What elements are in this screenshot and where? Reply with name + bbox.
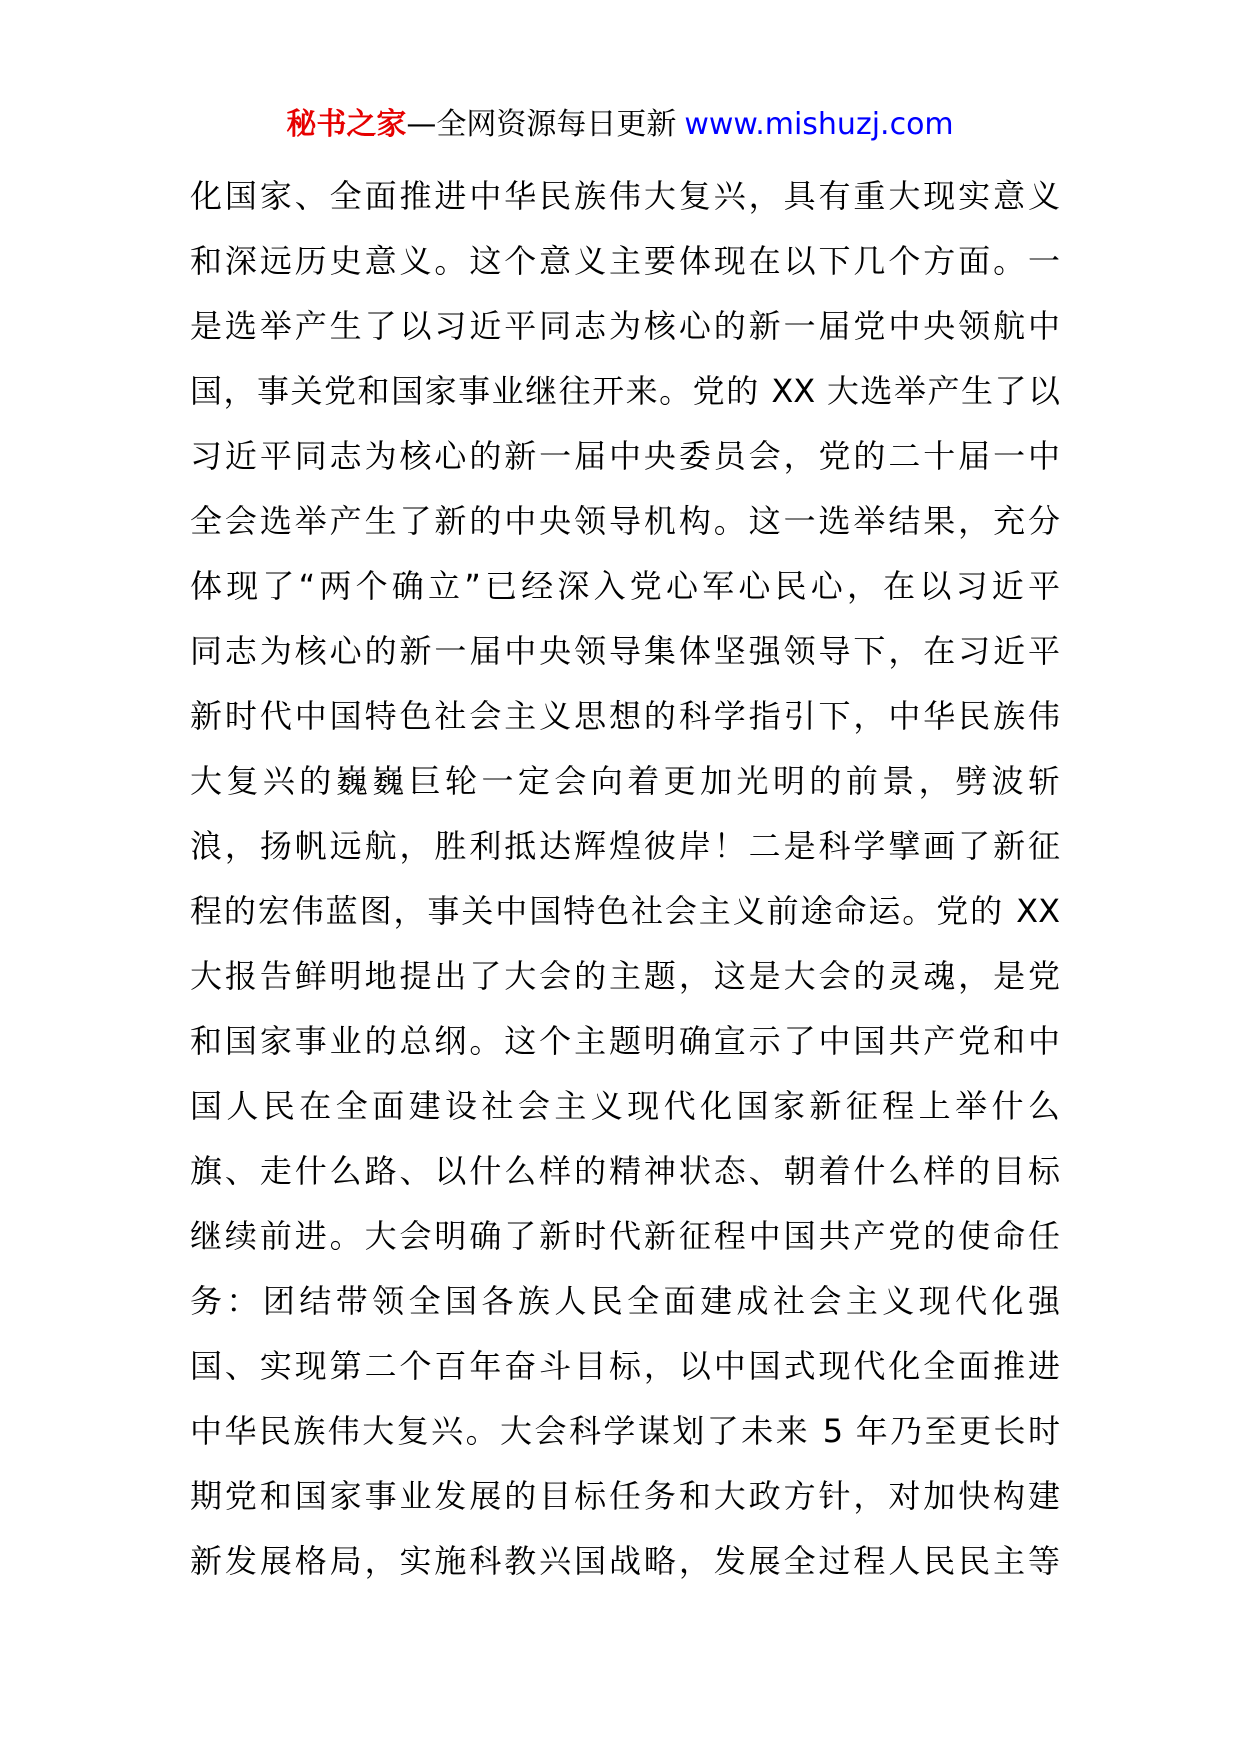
text-line: 继续前进。大会明确了新时代新征程中国共产党的使命任: [190, 1217, 1060, 1255]
text-line: 习近平同志为核心的新一届中央委员会，党的二十届一中: [190, 437, 1060, 475]
text-line: 国、实现第二个百年奋斗目标，以中国式现代化全面推进: [190, 1347, 1060, 1385]
brand-name: 秘书之家: [286, 107, 407, 142]
text-line: 国人民在全面建设社会主义现代化国家新征程上举什么: [190, 1087, 1060, 1125]
text-line: 新发展格局，实施科教兴国战略，发展全过程人民民主等: [190, 1542, 1060, 1580]
text-line: 和国家事业的总纲。这个主题明确宣示了中国共产党和中: [190, 1022, 1060, 1060]
text-line: 中华民族伟大复兴。大会科学谋划了未来 5 年乃至更长时: [190, 1412, 1060, 1450]
text-line: 是选举产生了以习近平同志为核心的新一届党中央领航中: [190, 307, 1060, 345]
text-line: 全会选举产生了新的中央领导机构。这一选举结果，充分: [190, 502, 1060, 540]
text-line: 和深远历史意义。这个意义主要体现在以下几个方面。一: [190, 242, 1060, 280]
text-line: 国，事关党和国家事业继往开来。党的 XX 大选举产生了以: [190, 372, 1060, 410]
body-text: [190, 164, 1060, 1594]
text-line: 大报告鲜明地提出了大会的主题，这是大会的灵魂，是党: [190, 957, 1060, 995]
text-line: 期党和国家事业发展的目标任务和大政方针，对加快构建: [190, 1477, 1060, 1515]
text-line: 程的宏伟蓝图，事关中国特色社会主义前途命运。党的 XX: [190, 892, 1060, 930]
text-line: 体现了“两个确立”已经深入党心军心民心，在以习近平: [190, 567, 1060, 605]
header-tagline: —全网资源每日更新: [406, 107, 677, 142]
text-line: 大复兴的巍巍巨轮一定会向着更加光明的前景，劈波斩: [190, 762, 1060, 800]
site-url-link[interactable]: www.mishuzj.com: [684, 107, 954, 142]
page-header: [0, 104, 1240, 146]
text-line: 新时代中国特色社会主义思想的科学指引下，中华民族伟: [190, 697, 1060, 735]
text-line: 同志为核心的新一届中央领导集体坚强领导下，在习近平: [190, 632, 1060, 670]
text-line: 旗、走什么路、以什么样的精神状态、朝着什么样的目标: [190, 1152, 1060, 1190]
text-line: 浪，扬帆远航，胜利抵达辉煌彼岸！二是科学擘画了新征: [190, 827, 1060, 865]
text-line: 化国家、全面推进中华民族伟大复兴，具有重大现实意义: [190, 177, 1060, 215]
text-line: 务：团结带领全国各族人民全面建成社会主义现代化强: [190, 1282, 1060, 1320]
